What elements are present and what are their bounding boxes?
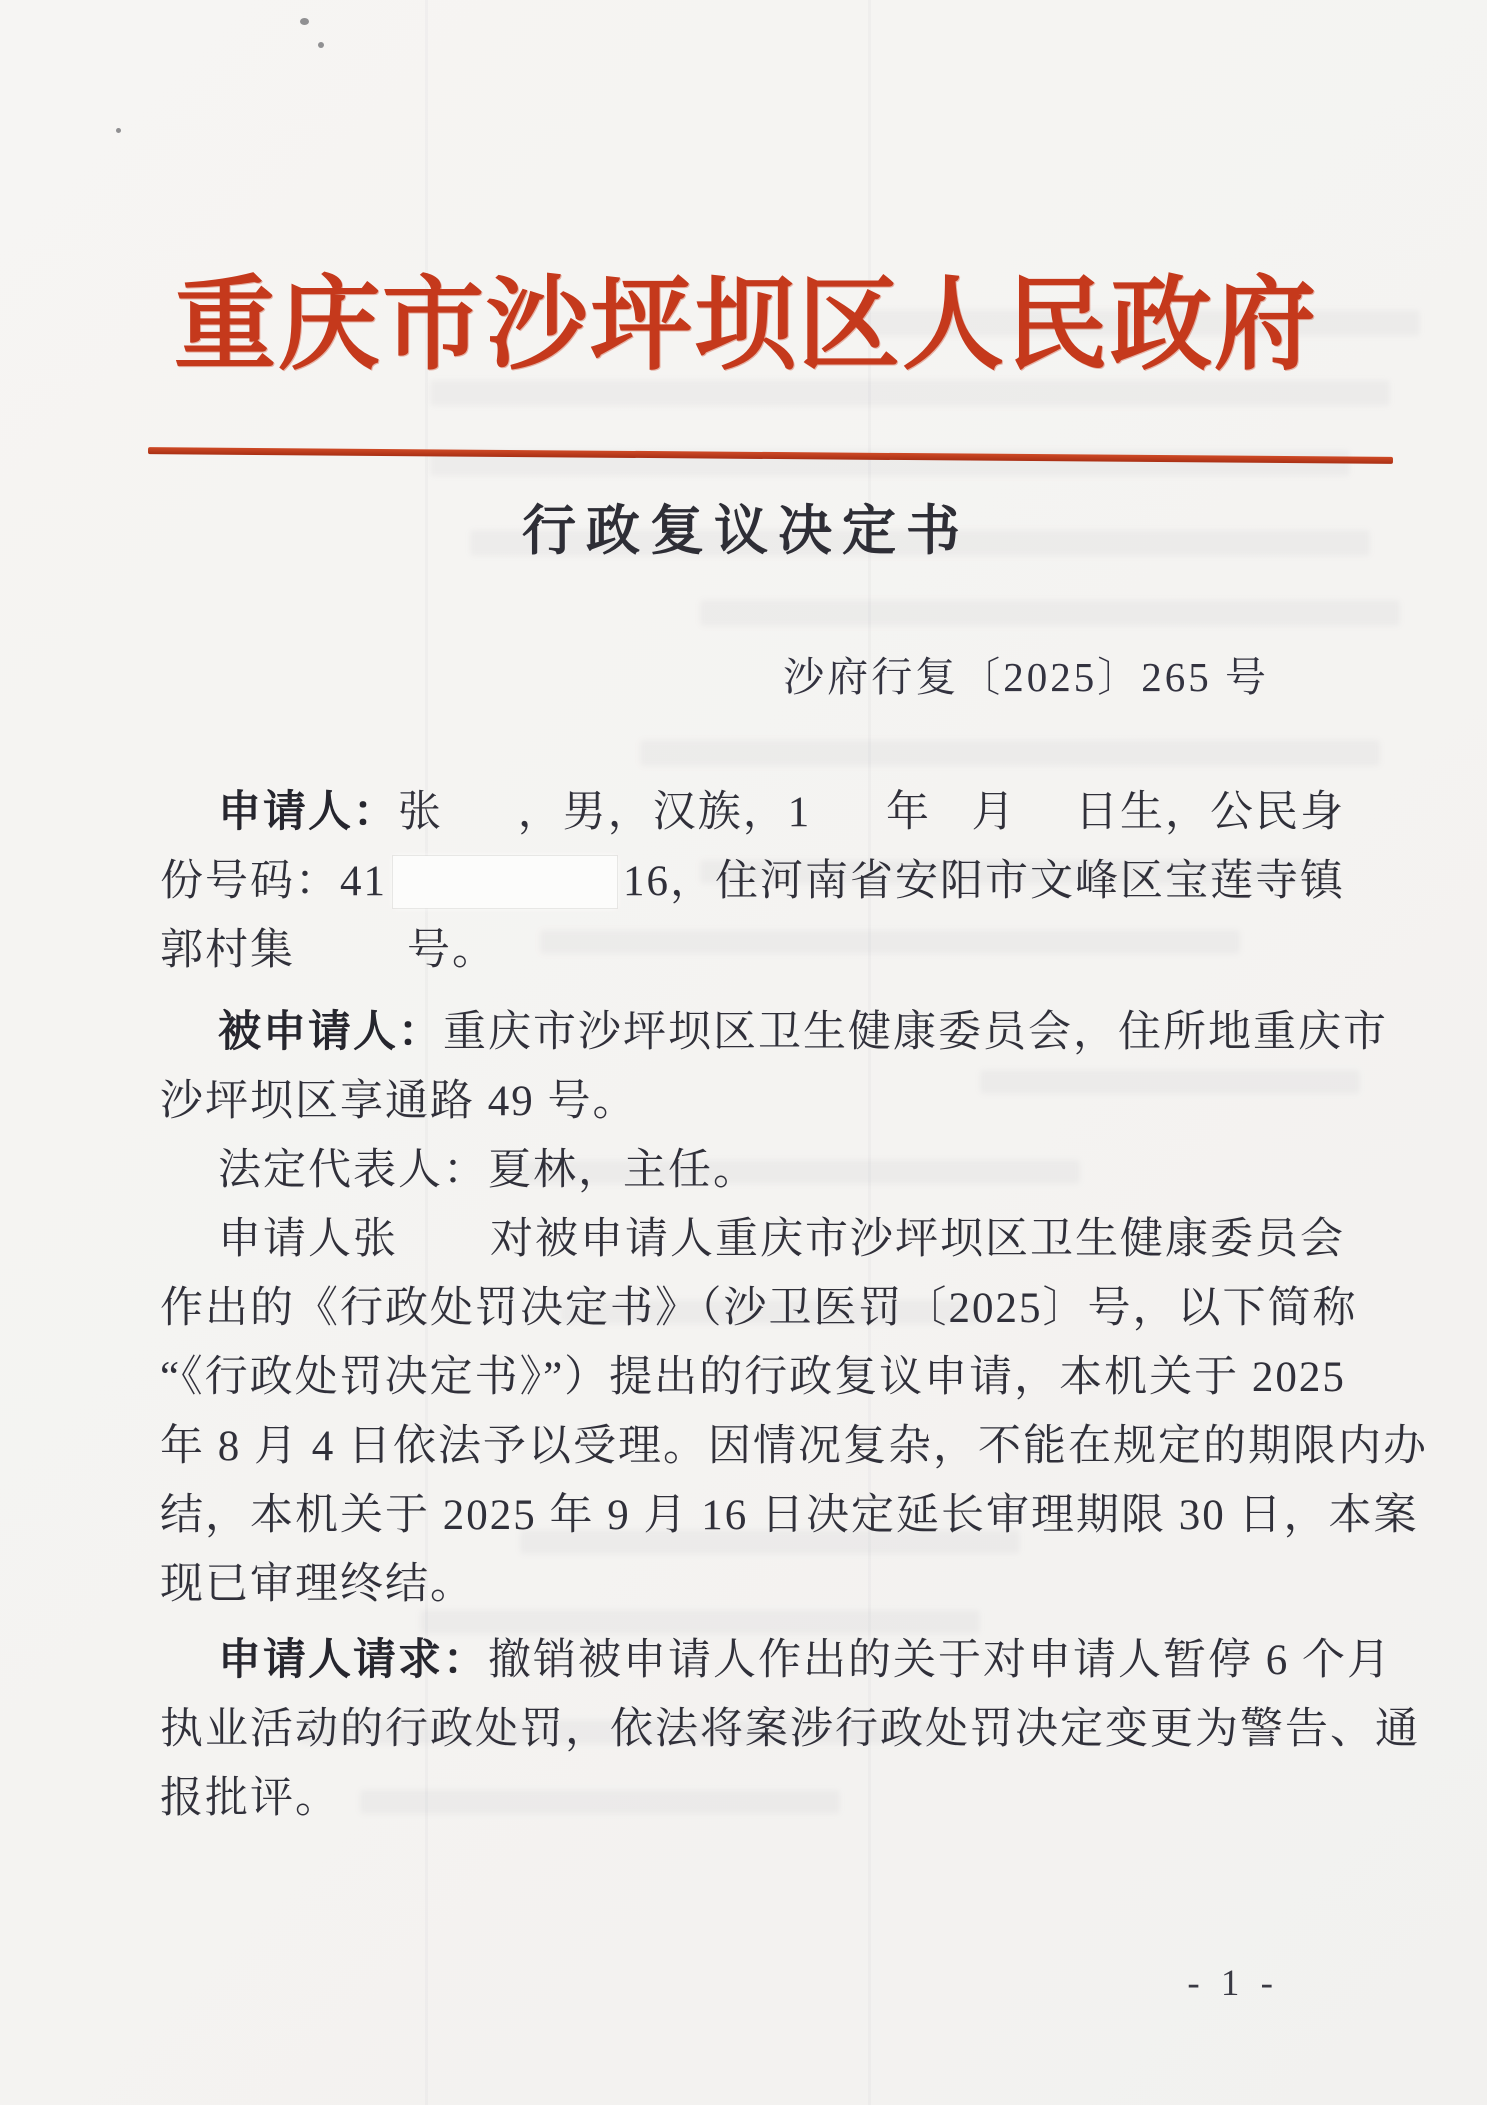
case-intro-text: “《行政处罚决定书》”）提出的行政复议申请，本机关于 2025: [160, 1354, 1346, 1401]
case-intro-text: 现已审理终结。: [160, 1561, 475, 1608]
respondent-name: 重庆市沙坪坝区卫生健康委员会，住所地重庆市: [443, 1009, 1388, 1056]
respondent-line-1: [160, 998, 1388, 1067]
request-line-3: [160, 1764, 1345, 1833]
id-number-suffix: 16，住河南省安阳市文峰区宝莲寺镇: [623, 858, 1345, 905]
legal-representative: 法定代表人：夏林，主任。: [218, 1147, 758, 1194]
case-intro-line-3: [160, 1343, 1345, 1412]
request-text: 报批评。: [160, 1775, 340, 1822]
birth-month-char: 月: [971, 789, 1017, 836]
penalty-doc-ref-suffix: 号，以下简称: [1087, 1285, 1358, 1332]
bleedthrough-ghost: [700, 600, 1400, 626]
applicant-name: 张: [398, 789, 443, 836]
request-line-1: [160, 1626, 1392, 1695]
document-body: [160, 778, 1428, 1833]
respondent-label: 被申请人：: [218, 1008, 443, 1056]
penalty-doc-ref: 作出的《行政处罚决定书》（沙卫医罚〔2025〕: [160, 1285, 1088, 1332]
applicant-line-3: [160, 916, 1345, 985]
case-intro-line-2: [160, 1274, 1358, 1343]
case-intro-line-4: [160, 1412, 1428, 1481]
legal-representative-line: [160, 1136, 1345, 1205]
case-intro-line-1: [160, 1205, 1345, 1274]
document-reference-number: 沙府行复〔2025〕265 号: [783, 654, 1269, 700]
applicant-line-2: [160, 847, 1345, 916]
case-intro-text: 结，本机关于 2025 年 9 月 16 日决定延长审理期限 30 日，本案: [160, 1492, 1419, 1539]
redaction-box: [393, 856, 617, 908]
scan-speck: [116, 128, 121, 133]
request-text: 撤销被申请人作出的关于对申请人暂停 6 个月: [488, 1637, 1392, 1684]
request-text: 执业活动的行政处罚，依法将案涉行政处罚决定变更为警告、通: [160, 1706, 1420, 1753]
address-suffix: 号。: [407, 927, 497, 974]
bleedthrough-ghost: [640, 740, 1380, 766]
respondent-line-2: [160, 1067, 1345, 1136]
respondent-address: 沙坪坝区享通路 49 号。: [160, 1078, 638, 1125]
case-intro-prefix: 申请人张: [218, 1216, 398, 1263]
applicant-info: ，男，汉族，1: [517, 789, 812, 836]
government-org-title: 重庆市沙坪坝区人民政府: [174, 270, 1318, 383]
case-intro-line-5: [160, 1481, 1419, 1550]
document-type-title: 行政复议决定书: [522, 501, 970, 561]
case-intro-suffix: 对被申请人重庆市沙坪坝区卫生健康委员会: [490, 1216, 1345, 1263]
case-intro-text: 年 8 月 4 日依法予以受理。因情况复杂，不能在规定的期限内办: [160, 1423, 1428, 1470]
page-number: - 1 -: [1187, 1963, 1279, 2004]
request-line-2: [160, 1695, 1420, 1764]
address-prefix: 郭村集: [160, 927, 295, 974]
applicant-line-1: [160, 778, 1345, 847]
birth-suffix: 日生，公民身: [1075, 789, 1346, 836]
scan-speck: [318, 42, 324, 48]
birth-year-char: 年: [885, 789, 931, 836]
applicant-label: 申请人：: [218, 788, 398, 836]
id-number-prefix: 份号码：41: [160, 858, 387, 905]
request-label: 申请人请求：: [218, 1636, 488, 1684]
case-intro-line-6: [160, 1550, 1345, 1619]
scan-speck: [300, 18, 309, 25]
